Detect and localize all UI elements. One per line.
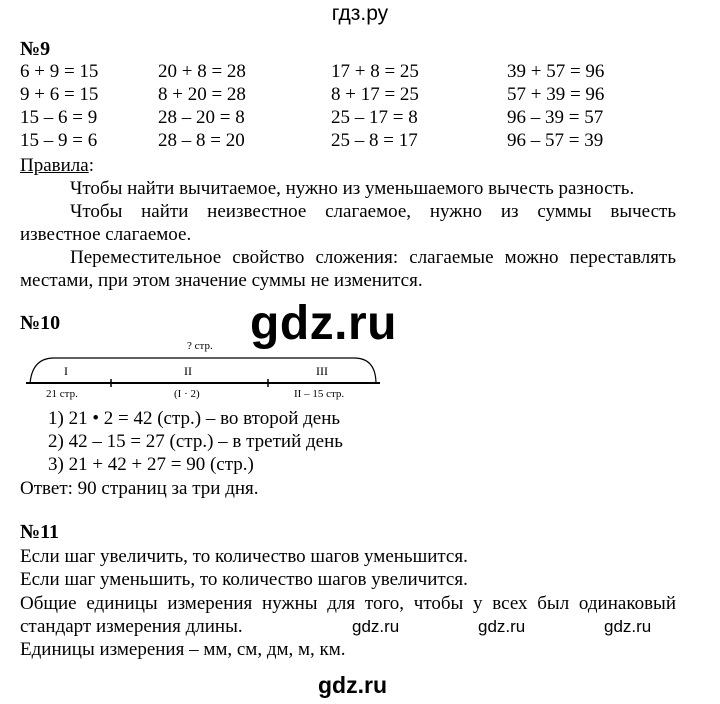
- below-label-1: 21 стр.: [46, 388, 78, 400]
- equation: 8 + 20 = 28: [158, 84, 246, 105]
- rules-colon: :: [88, 155, 94, 176]
- segment-label-1: I: [64, 364, 68, 378]
- rule-subtrahend: Чтобы найти вычитаемое, нужно из уменьшаемого вычесть разность.: [70, 178, 635, 199]
- task11-line-1: Если шаг увеличить, то количество шагов уменьшится.: [20, 546, 468, 567]
- task11-line-3: Общие единицы измерения нужны для того, чтобы у всех был одинаковый: [20, 593, 676, 614]
- small-watermark: gdz.ru: [478, 617, 526, 636]
- rule-commutative-line2: местами, при этом значение суммы не изменится.: [20, 270, 423, 291]
- equation: 17 + 8 = 25: [331, 61, 419, 82]
- header-watermark: гдз.ру: [331, 2, 389, 25]
- equation: 57 + 39 = 96: [507, 84, 605, 105]
- below-label-2: (I · 2): [174, 388, 200, 400]
- equation: 25 – 8 = 17: [331, 130, 418, 151]
- task11-line-5: Единицы измерения – мм, см, дм, м, км.: [20, 639, 346, 660]
- equation: 15 – 9 = 6: [20, 130, 98, 151]
- rules-heading-line: [20, 154, 94, 177]
- rule-addend-line1: Чтобы найти неизвестное слагаемое, нужно из суммы вычесть: [70, 201, 676, 222]
- solution-step-3: 3) 21 + 42 + 27 = 90 (стр.): [48, 454, 254, 475]
- rule-commutative-line1: Переместительное свойство сложения: слагаемые можно переставлять: [70, 247, 676, 268]
- segment-label-2: II: [184, 364, 192, 378]
- footer-watermark: gdz.ru: [318, 672, 387, 698]
- segment-label-3: III: [316, 364, 328, 378]
- small-watermark: gdz.ru: [352, 617, 400, 636]
- equation: 25 – 17 = 8: [331, 107, 418, 128]
- task11-line-4: стандарт измерения длины.: [20, 616, 243, 637]
- equation: 28 – 8 = 20: [158, 130, 245, 151]
- below-label-3: II – 15 стр.: [294, 388, 345, 400]
- equation: 15 – 6 = 9: [20, 107, 98, 128]
- solution-step-1: 1) 21 • 2 = 42 (стр.) – во второй день: [48, 408, 341, 429]
- task10-answer: Ответ: 90 страниц за три дня.: [20, 478, 259, 499]
- equation: 8 + 17 = 25: [331, 84, 419, 105]
- task11-line-2: Если шаг уменьшить, то количество шагов увеличится.: [20, 569, 468, 590]
- equation: 96 – 57 = 39: [507, 130, 604, 151]
- big-watermark: gdz.ru: [250, 297, 397, 350]
- task10-title: №10: [20, 312, 61, 334]
- equation: 9 + 6 = 15: [20, 84, 99, 105]
- small-watermark: gdz.ru: [604, 617, 652, 636]
- task9-equation-grid: [20, 60, 700, 156]
- rules-heading: Правила: [20, 155, 89, 176]
- task11-title: №11: [20, 521, 59, 543]
- equation: 96 – 39 = 57: [507, 107, 604, 128]
- equation: 6 + 9 = 15: [20, 61, 99, 82]
- segment-diagram: [24, 336, 384, 406]
- diagram-total-label: ? стр.: [187, 340, 213, 352]
- solution-step-2: 2) 42 – 15 = 27 (стр.) – в третий день: [48, 431, 343, 452]
- rule-addend-line2: известное слагаемое.: [20, 224, 192, 245]
- equation: 28 – 20 = 8: [158, 107, 245, 128]
- equation: 39 + 57 = 96: [507, 61, 605, 82]
- equation: 20 + 8 = 28: [158, 61, 246, 82]
- task9-title: №9: [20, 38, 51, 60]
